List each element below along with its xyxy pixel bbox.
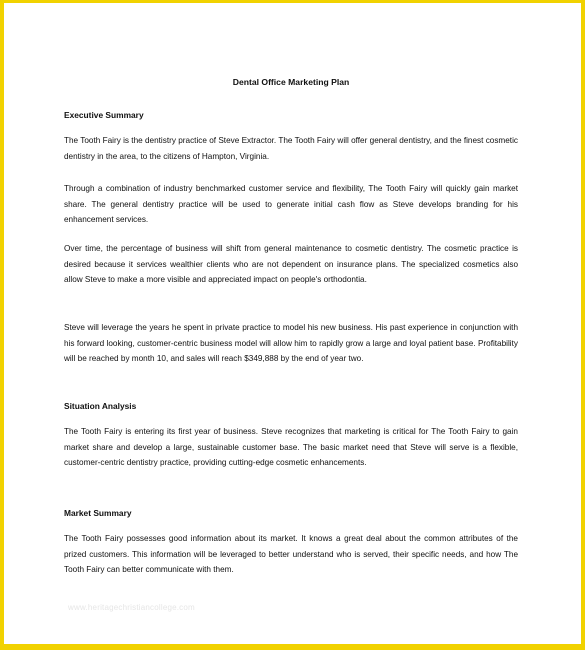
paragraph-market-1: The Tooth Fairy possesses good information about its market. It knows a great deal about the common attributes of the prized customers. This information will be leveraged to better understand who is served, their specific needs, and how The Tooth Fairy can better communicate with them. [64, 534, 518, 574]
watermark-text: www.heritagechristiancollege.com [68, 603, 195, 612]
paragraph-executive-4: Steve will leverage the years he spent in private practice to model his new business. His past experience in conjunction with his forward looking, customer-centric business model will allow him to rapidly grow a large and loyal patient base. Profitability will be reached by month 10, and sales will reach $349,888 by the end of year two. [64, 323, 518, 363]
paragraph-executive-1: The Tooth Fairy is the dentistry practice of Steve Extractor. The Tooth Fairy will offer general dentistry, and the finest cosmetic dentistry in the area, to the citizens of Hampton, Virginia. [64, 136, 518, 161]
paragraph-situation-1: The Tooth Fairy is entering its first year of business. Steve recognizes that marketing is critical for The Tooth Fairy to gain market share and develop a large, sustainable customer base. The basic market need that Steve will serve is a flexible, customer-centric dentistry practice, providing cutting-edge cosmetic enhancements. [64, 427, 518, 467]
paragraph-executive-2: Through a combination of industry benchmarked customer service and flexibility, The Tooth Fairy will quickly gain market share. The general dentistry practice will be used to generate initial cash flow as Steve develops branding for his enhancement services. [64, 184, 518, 224]
paragraph-executive-3: Over time, the percentage of business will shift from general maintenance to cosmetic dentistry. The cosmetic practice is desired because it services wealthier clients who are not dependent on insurance plans. The specialized cosmetics also allow Steve to make a more visible and appreciated impact on people's orthodontia. [64, 244, 518, 284]
heading-executive-summary: Executive Summary [64, 110, 144, 120]
document-title: Dental Office Marketing Plan [232, 77, 350, 87]
heading-market-summary: Market Summary [64, 508, 132, 518]
heading-situation-analysis: Situation Analysis [64, 401, 137, 411]
